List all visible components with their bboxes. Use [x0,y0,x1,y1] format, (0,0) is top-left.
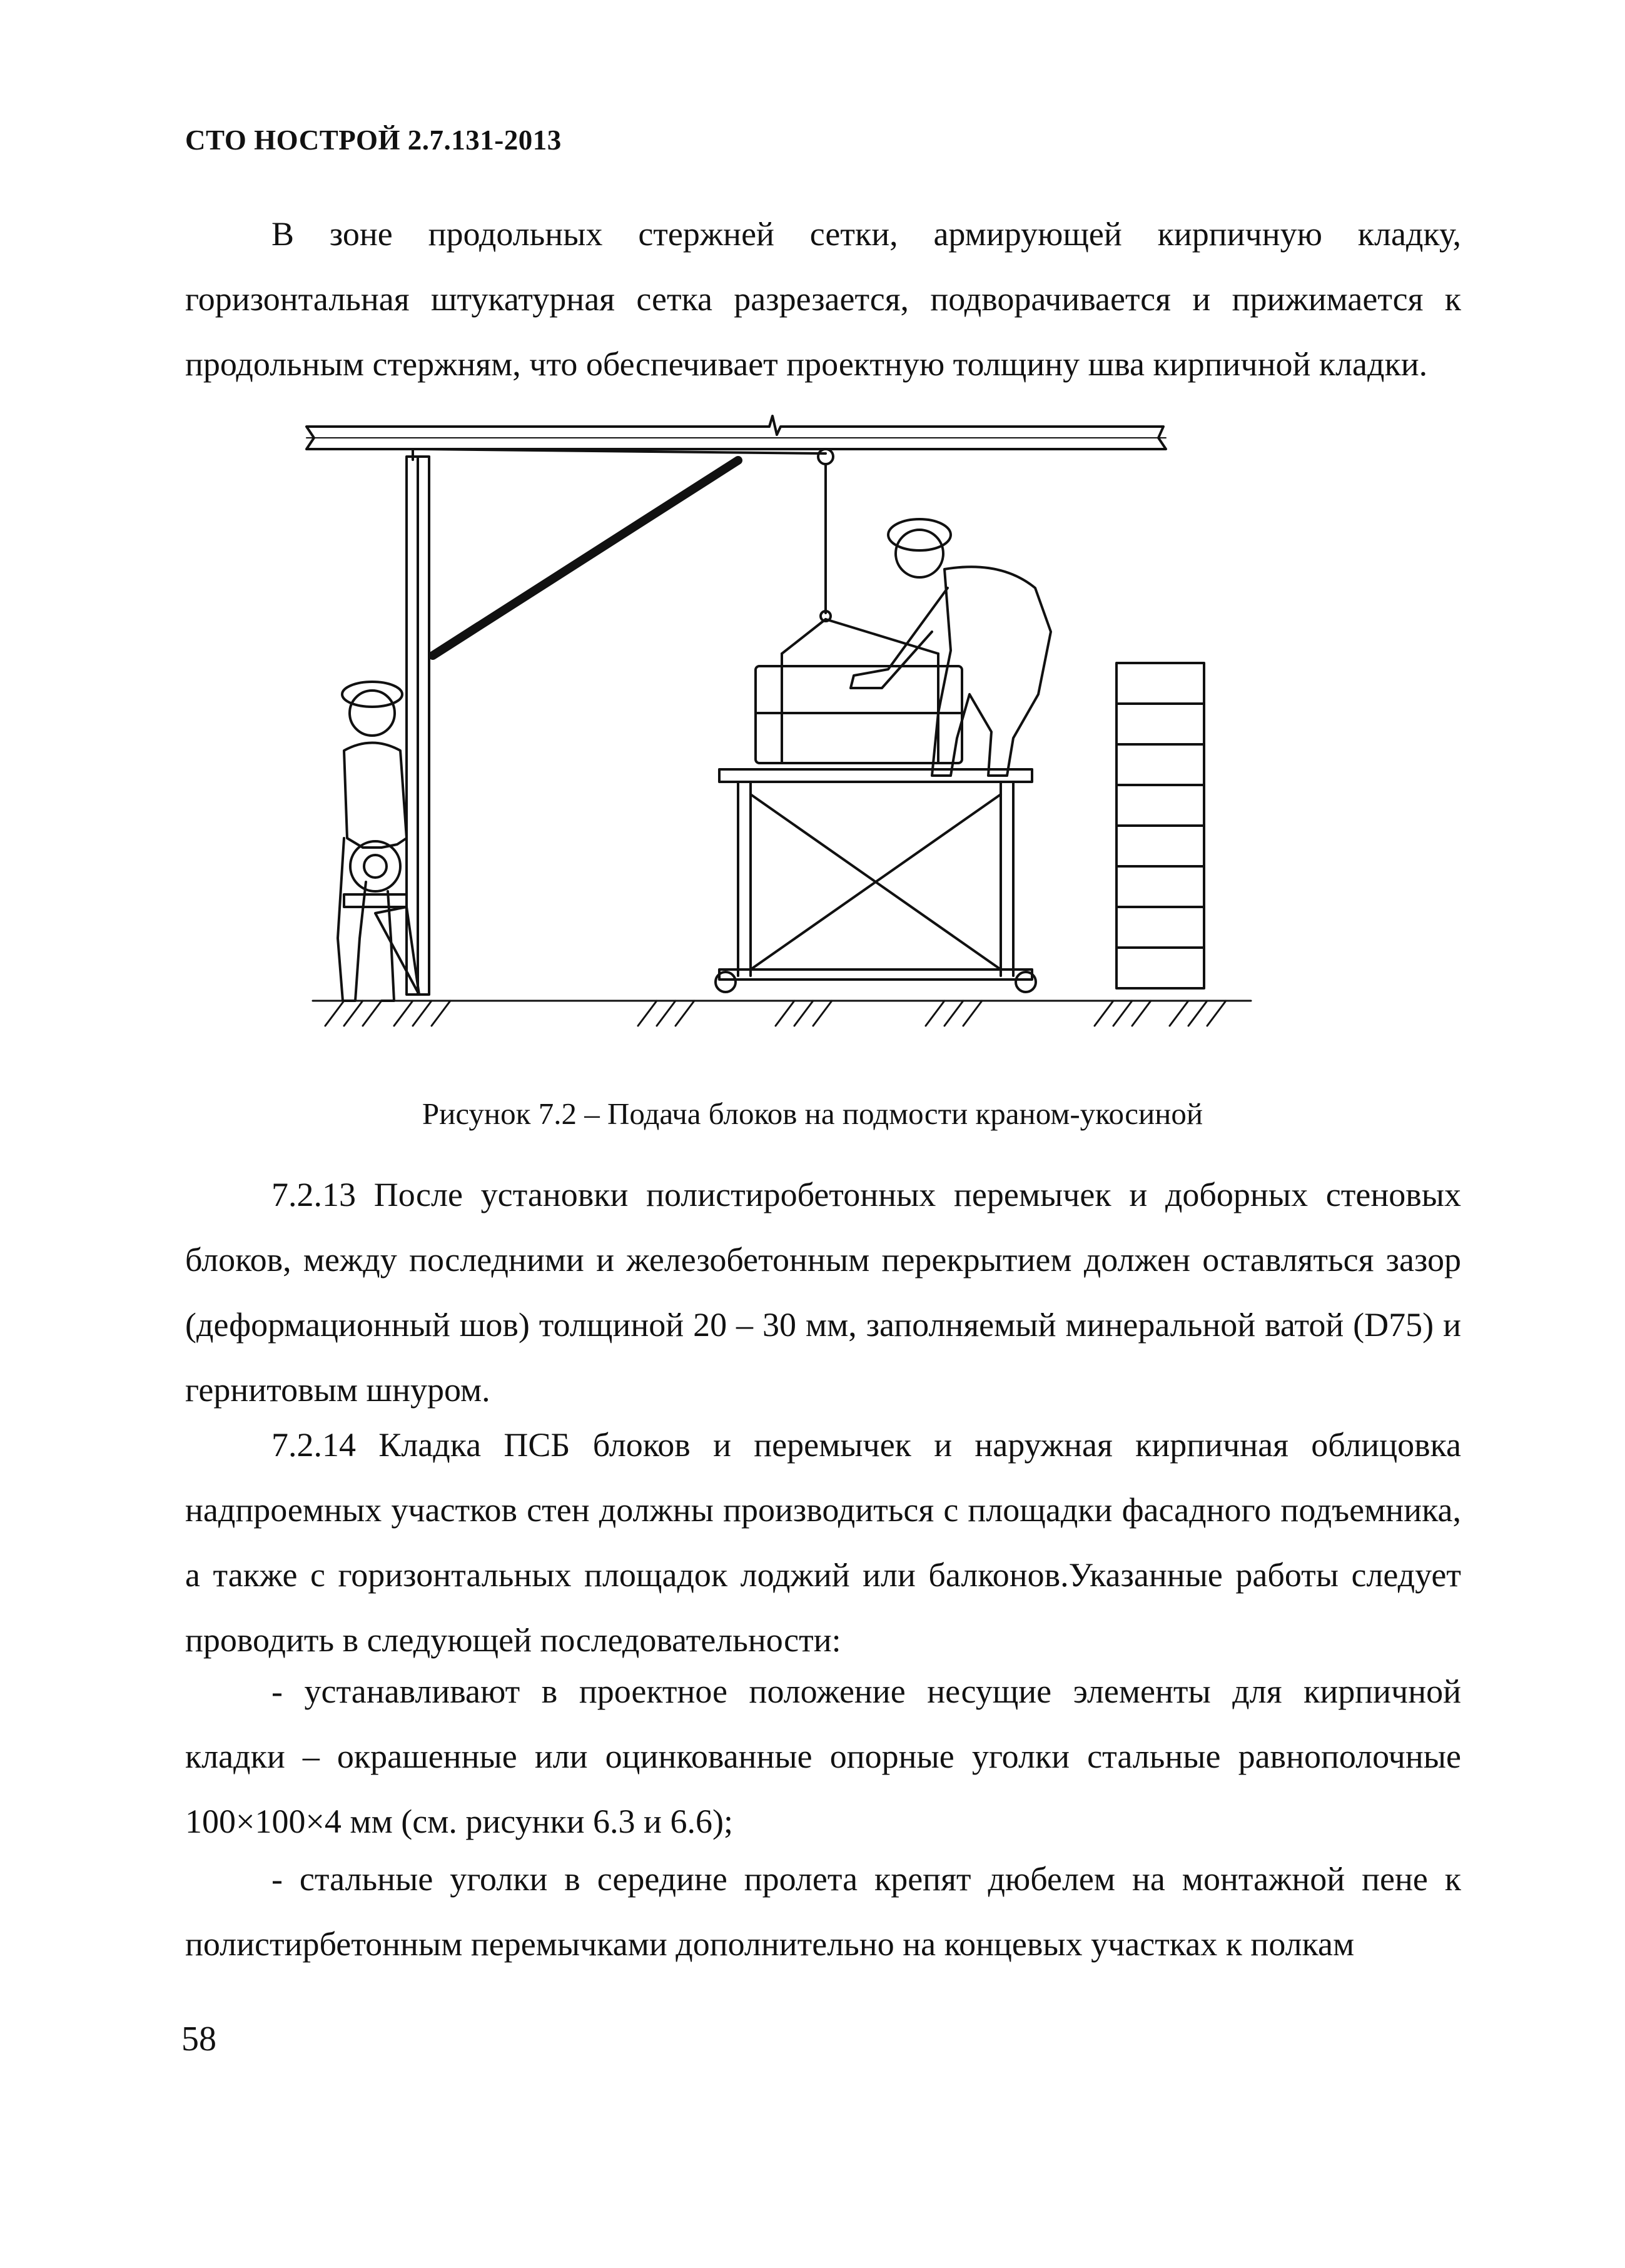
paragraph-list-item-2: - стальные уголки в середине пролета крепят дюбелем на монтажной пене к полистирбетонным перемычками дополнительно на концевых участках к полкам [185,1860,1461,1963]
document-code-header: СТО НОСТРОЙ 2.7.131-2013 [185,124,562,156]
crane-mast [382,449,833,995]
crane-boom [433,460,738,656]
ceiling-slab [306,416,1166,449]
worker-right [851,519,1051,776]
block-stack [1116,663,1204,988]
paragraph-list-item-1: - устанавливают в проектное положение несущие элементы для кирпичной кладки – окрашенные или оцинкованные опорные уголки стальные равнополочные 100×100×4 мм (см. рисунки 6.3 и 6.6); [185,1673,1461,1840]
scaffold [716,769,1036,992]
ground [313,1001,1251,1026]
page-number: 58 [181,2020,216,2058]
paragraph-7-2-14: 7.2.14 Кладка ПСБ блоков и перемычек и наружная кирпичная облицовка надпроемных участков стен должны производиться с площадки фасадного подъемника, а также с горизонтальных площадок лоджий или балконов.Указанные работы следует проводить в следующей последовательности: [185,1426,1461,1659]
paragraph-7-2-13: 7.2.13 После установки полистиробетонных перемычек и доборных стеновых блоков, между последними и железобетонным перекрытием должен оставляться зазор (деформационный шов) толщиной 20 – 30 мм, заполняемый минеральной ватой (D75) и гернитовым шнуром. [185,1176,1461,1409]
figure-caption: Рисунок 7.2 – Подача блоков на подмости краном-укосиной [422,1096,1203,1131]
block-load [756,619,962,763]
figure-crane-illustration [288,400,1314,1063]
paragraph-mesh: В зоне продольных стержней сетки, армирующей кирпичную кладку, горизонтальная штукатурная сетка разрезается, подворачивается и прижимается к продольным стержням, что обеспечивает проектную толщину шва кирпичной кладки. [185,215,1461,383]
